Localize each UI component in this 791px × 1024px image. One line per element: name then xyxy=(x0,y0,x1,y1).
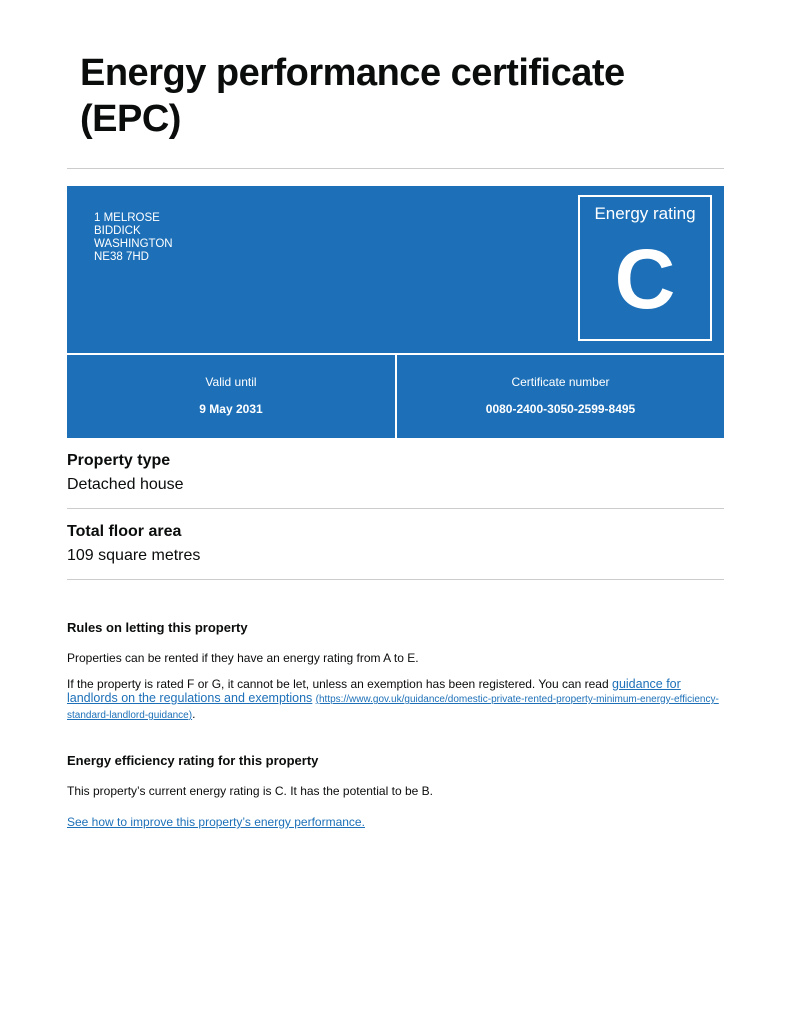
certificate-number-label: Certificate number xyxy=(511,375,610,389)
valid-until-cell xyxy=(67,355,395,438)
valid-until-value: 9 May 2031 xyxy=(199,402,263,416)
property-type-divider xyxy=(67,508,724,509)
improve-paragraph xyxy=(67,815,724,829)
rules-paragraph-1: Properties can be rented if they have an energy rating from A to E. xyxy=(67,651,419,665)
address-line: BIDDICK xyxy=(94,225,141,237)
energy-rating-label: Energy rating xyxy=(594,204,696,223)
address-line: NE38 7HD xyxy=(94,251,149,263)
epc-summary-box xyxy=(67,186,724,438)
certificate-number-value: 0080-2400-3050-2599-8495 xyxy=(485,402,636,416)
rules-paragraph-2-end: . xyxy=(192,707,196,721)
address-line: 1 MELROSE xyxy=(94,212,160,224)
rules-heading: Rules on letting this property xyxy=(67,620,248,635)
property-type-value: Detached house xyxy=(67,476,184,493)
address-line: WASHINGTON xyxy=(94,238,173,250)
page-title: Energy performance certificate (EPC) xyxy=(80,52,625,140)
improve-performance-link[interactable]: See how to improve this property’s energy performance. xyxy=(67,815,365,829)
landlord-guidance-url[interactable]: (https://www.gov.uk/guidance/domestic-private-rented-property-minimum-energy-efficiency-standard-landlord-guidance) xyxy=(67,694,719,721)
landlord-guidance-link[interactable]: guidance for landlords on the regulations and exemptions xyxy=(67,677,681,705)
rules-paragraph-2-text: If the property is rated F or G, it cannot be let, unless an exemption has been registered. You can read xyxy=(67,677,612,691)
energy-rating-letter: C xyxy=(614,232,676,326)
certificate-number-cell xyxy=(397,355,724,438)
floor-area-divider xyxy=(67,579,724,580)
floor-area-value: 109 square metres xyxy=(67,547,201,564)
efficiency-heading: Energy efficiency rating for this property xyxy=(67,753,319,768)
floor-area-label: Total floor area xyxy=(67,523,182,540)
rules-paragraph-2 xyxy=(67,677,724,723)
energy-rating-box xyxy=(578,195,712,341)
title-divider xyxy=(67,168,724,169)
valid-until-label: Valid until xyxy=(205,375,257,389)
efficiency-paragraph: This property’s current energy rating is C. It has the potential to be B. xyxy=(67,784,433,798)
property-type-label: Property type xyxy=(67,452,171,469)
property-address xyxy=(94,212,173,264)
